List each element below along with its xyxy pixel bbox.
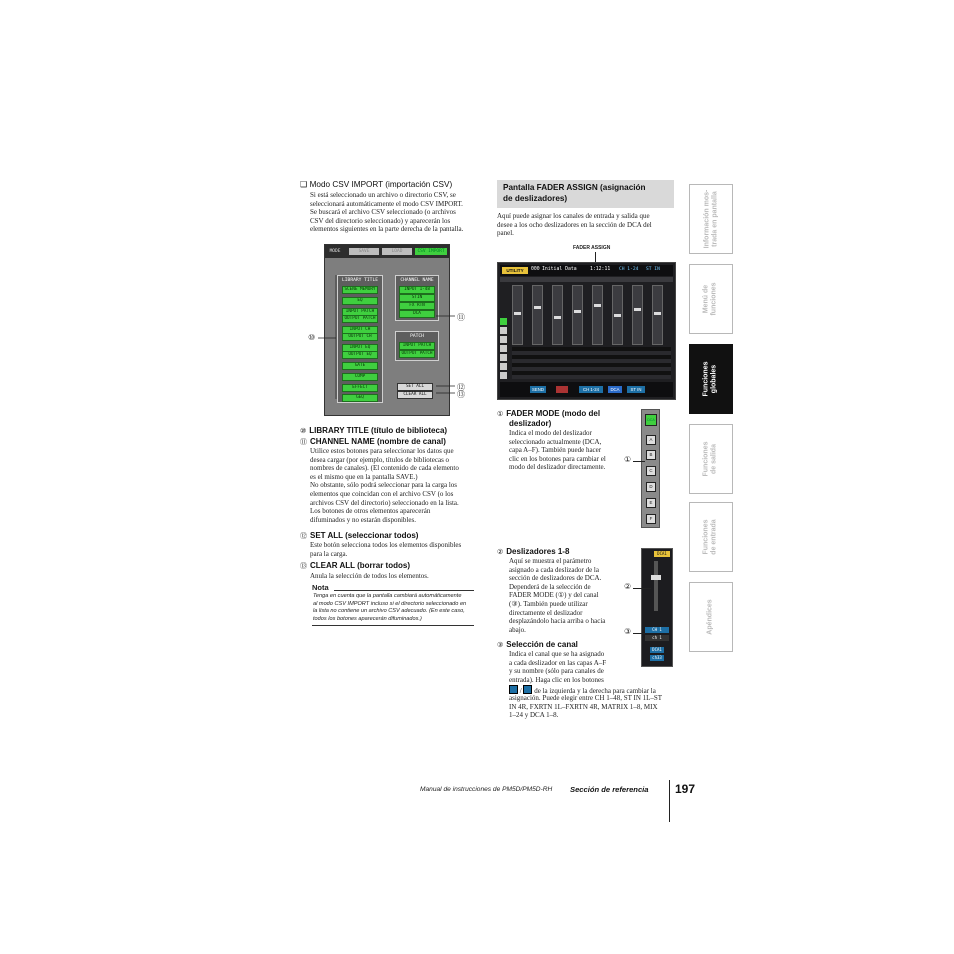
fader-cap[interactable] [574,310,581,313]
scene-number: 000 [531,267,540,272]
layer-a-button[interactable] [500,327,507,334]
callout-10: ⑩ [308,333,316,342]
item-12-title: ⑫ SET ALL (seleccionar todos) [300,531,419,540]
channel-btn-input[interactable]: INPUT 1-48 [399,286,435,294]
tab-csv-import[interactable]: CSV IMPORT [415,248,447,255]
item-3-body [509,650,633,684]
body-line: (③). También puede utilizar [509,599,588,608]
item-2-body [509,557,633,634]
body-line: directamente el deslizador [509,608,583,617]
library-btn-scene-memory[interactable]: SCENE MEMORY [342,286,378,294]
library-btn-geq[interactable]: GEQ [342,394,378,402]
body-line: entrada). Haga clic en los botones [509,675,604,684]
layer-e-button[interactable] [500,363,507,370]
csv-import-intro [310,191,480,234]
body-line: seleccionado actualmente (DCA, [509,437,602,446]
clear-all-button[interactable]: CLEAR ALL [397,391,433,399]
item-3-title: ③ Selección de canal [497,640,578,649]
fader-mode-d-button[interactable]: D [646,482,656,492]
callout-13: ⑬ [457,390,465,399]
item-1-title: ① FADER MODE (modo del [497,409,601,418]
fader-mode-dca-button[interactable]: DCA [645,414,657,426]
library-btn-gate[interactable]: GATE [342,362,378,370]
stin-display: ST IN [646,267,660,272]
footer-section: Sección de referencia [570,785,649,794]
fader-mode-c-button[interactable]: C [646,466,656,476]
callout-3: ③ [624,627,632,636]
csv-callout-lines [300,244,480,419]
note-bottom-rule [312,625,474,626]
body-line: a cada deslizador en las capas A–F [509,658,607,667]
intro-line: Si está seleccionado un archivo o directorio CSV, se [310,191,456,199]
sidetab-funciones-globales[interactable]: Funciones globales [689,344,733,414]
fa-header [500,265,673,276]
item-2-title: ② Deslizadores 1-8 [497,547,570,556]
body-line: abajo. [509,625,526,634]
fader-cap[interactable] [514,312,521,315]
sidetab-funciones-entrada[interactable]: Funciones de entrada [689,502,733,572]
strip-channel-select[interactable]: CH 1 [645,627,669,633]
library-btn-output-ch[interactable]: OUTPUT CH [342,333,378,341]
fader-cap[interactable] [634,308,641,311]
fader-assign-heading-line2: de deslizadores) [503,194,568,203]
item-1-body [509,429,627,472]
library-btn-output-patch[interactable]: OUTPUT PATCH [342,315,378,323]
page-number: 197 [675,782,696,796]
st-in-button[interactable]: ST IN [627,386,645,393]
patch-btn-output[interactable]: OUTPUT PATCH [399,350,435,358]
callout-3-line [633,633,645,634]
channel-btn-dca[interactable]: DCA [399,310,435,318]
body-line: Utilice estos botones para seleccionar los datos que [310,447,454,455]
body-line: 1–24 y DCA 1–8. [509,711,559,720]
intro-line: seleccionará automáticamente el modo CSV IMPORT. [310,199,463,208]
body-line: Este botón selecciona todos los elementos disponibles [310,541,462,549]
body-line: Aquí se muestra el parámetro [509,557,592,565]
strip-top-label: DCA1 [654,551,670,557]
strip-channel-name: ch 1 [645,635,669,641]
fader-strip[interactable] [532,285,543,345]
fader-cap[interactable] [534,306,541,309]
fader-mode-a-button[interactable]: A [646,435,656,445]
fader-cap[interactable] [594,304,601,307]
library-btn-input-patch[interactable]: INPUT PATCH [342,308,378,316]
fader-cap[interactable] [554,316,561,319]
item-13-body [310,572,482,581]
fader-mode-e-button[interactable]: E [646,498,656,508]
sidetab-informacion[interactable]: Información mos- trada en pantalla [689,184,733,254]
library-btn-output-eq[interactable]: OUTPUT EQ [342,351,378,359]
library-btn-input-ch[interactable]: INPUT CH [342,326,378,334]
callout-1-line [633,461,645,462]
layer-c-button[interactable] [500,345,507,352]
channel-left-icon [509,685,518,694]
intro-line: CSV del directorio seleccionado) y aparecerán los [310,216,451,225]
intro-line: Se buscará el archivo CSV seleccionado (o archivos [310,208,456,217]
body-line: para la carga. [310,549,348,558]
layer-d-button[interactable] [500,354,507,361]
send-button[interactable]: SEND [530,386,546,393]
body-line: asignado a cada deslizador de la [509,565,599,574]
body-line: Indica el modo del deslizador [509,429,592,437]
layer-b-button[interactable] [500,336,507,343]
body-line: No obstante, sólo podrá seleccionar para la carga los [310,481,458,490]
body-line: de la izquierda y la derecha para cambiar la [534,687,656,695]
strip-value: ch33 [650,655,664,661]
scene-name: Initial Data [542,267,577,272]
callout-2: ② [624,582,632,591]
body-line: archivos CSV del directorio) seleccionado en la lista. [310,498,459,507]
library-btn-input-eq[interactable]: INPUT EQ [342,344,378,352]
body-line: difuminados y no estarán disponibles. [310,515,416,524]
fader-assign-label: FADER ASSIGN [573,245,611,251]
intro-line: desee a los ocho deslizadores en la sección de DCA del [497,220,652,229]
note-top-rule [334,590,474,591]
body-line: Dependerá de la selección de [509,582,591,591]
footer-divider [669,780,670,822]
fader-strip[interactable] [552,285,563,345]
fader-strip[interactable] [612,285,623,345]
body-line: clic en los botones para cambiar el [509,454,606,463]
body-line: y su nombre (sólo para canales de [509,667,604,676]
callout-2-line [633,588,651,589]
tab-save[interactable]: SAVE [349,248,379,255]
set-all-button[interactable]: SET ALL [397,383,433,391]
sidetab-funciones-salida[interactable]: Funciones de salida [689,424,733,494]
strip-fader-track [654,561,658,611]
fader-assign-intro [497,212,677,238]
body-line: Indica el canal que se ha asignado [509,650,605,658]
fader-strip[interactable] [592,285,603,345]
channel-select-area[interactable] [512,347,671,379]
dca-button[interactable]: DCA [608,386,622,393]
utility-button[interactable]: UTILITY [502,267,528,274]
footer-manual: Manual de instrucciones de PM5D/PM5D-RH [420,786,553,793]
patch-btn-input[interactable]: INPUT PATCH [399,342,435,350]
strip-dca-label: DCA1 [650,647,664,653]
csv-import-heading: ❑ Modo CSV IMPORT (importación CSV) [300,180,453,189]
library-btn-eq[interactable]: EQ [342,297,378,305]
fader-assign-heading-box [497,180,674,208]
body-line: es el mismo que en la pantalla SAVE.) [310,472,418,481]
note-line: Tenga en cuenta que la pantalla cambiará automáticamente [313,593,462,599]
item-11-body [310,447,482,524]
item-12-body [310,541,482,558]
body-line: capa A–F). También puede hacer [509,446,602,455]
layer-f-button[interactable] [500,372,507,379]
item-3-body-end [509,694,689,720]
callout-1: ① [624,455,632,464]
channel-right-icon [523,685,532,694]
ch-range-button[interactable]: CH 1-24 [579,386,603,393]
callout-11: ⑪ [457,313,465,322]
fader-mode-b-button[interactable]: B [646,450,656,460]
intro-line: panel. [497,229,514,238]
fa-bottom-bar [500,382,673,397]
mode-label: MODE [329,249,341,254]
fader-cap[interactable] [614,314,621,317]
callout-12: ⑫ [457,383,465,392]
body-line: Anula la selección de todos los elementos. [310,572,429,580]
fa-subheader [500,277,673,282]
patch-label: PATCH [410,334,424,339]
note-line: la lista no contiene un archivo CSV adecuado. (En este caso, [313,608,465,615]
time-display: 1:12:11 [590,267,611,272]
layer-dca-button[interactable] [500,318,507,325]
note-label: Nota [312,583,329,592]
fader-strip[interactable] [572,285,583,345]
body-line: nombres de canales). (El contenido de cada elemento [310,464,459,473]
fader-assign-screen [497,262,676,400]
channel-btn-fx-rtn[interactable]: FX RTN [399,302,435,310]
fader-mode-f-button[interactable]: F [646,514,656,524]
tab-load[interactable]: LOAD [382,248,412,255]
body-line: desea cargar (por ejemplo, títulos de bibliotecas o [310,455,450,464]
body-line: Los botones de otros elementos aparecerán [310,507,431,516]
item-11-title: ⑪ CHANNEL NAME (nombre de canal) [300,437,446,446]
body-line: sección de deslizadores de DCA. [509,574,602,583]
strip-fader-cap[interactable] [651,575,661,580]
fader-strip-detail [641,548,673,667]
library-btn-comp[interactable]: COMP [342,373,378,381]
body-line: IN 4R, FXRTN 1L–FXRTN 4R, MATRIX 1–8, MIX [509,702,658,711]
item-13-title: ⑬ CLEAR ALL (borrar todos) [300,561,410,570]
library-title-label: LIBRARY TITLE [342,278,378,283]
library-btn-effect[interactable]: EFFECT [342,384,378,392]
item-1-title-line2: deslizador) [509,419,552,428]
fader-cap[interactable] [654,312,661,315]
fader-strip[interactable] [632,285,643,345]
master-button[interactable] [556,386,568,393]
body-line: elementos que coincidan con el archivo CSV (o los [310,489,454,498]
item-10-title: ⑩ LIBRARY TITLE (título de biblioteca) [300,426,448,435]
body-line: asignación. Puede elegir entre CH 1–48, ST IN 1L–ST [509,694,663,702]
fader-mode-panel [641,409,660,528]
intro-line: elementos siguientes en la parte derecha de la pantalla. [310,225,464,234]
item-3-body-tail: / de la izquierda y la derecha para cambiar la [509,685,689,696]
sidetab-apendices[interactable]: Apéndices [689,582,733,652]
body-line: desplazándolo hacia arriba o hacia [509,617,606,626]
body-line: FADER MODE (①) y del canal [509,591,599,600]
fader-assign-heading-line1: Pantalla FADER ASSIGN (asignación [503,183,646,192]
fader-strip[interactable] [512,285,523,345]
intro-line: Aquí puede asignar los canales de entrada y salida que [497,212,650,220]
fader-strip[interactable] [652,285,663,345]
channel-name-label: CHANNEL NAME [400,278,434,283]
body-line: modo del deslizador directamente. [509,463,606,472]
note-line: todos los botones aparecerán difuminados.) [313,615,422,622]
range-display: CH 1-24 [619,267,639,272]
note-body [313,593,481,623]
sidetab-menu-funciones[interactable]: Menú de funciones [689,264,733,334]
channel-btn-stin[interactable]: STIN [399,294,435,302]
note-line: al modo CSV IMPORT incluso si el directorio seleccionado en [313,600,467,607]
